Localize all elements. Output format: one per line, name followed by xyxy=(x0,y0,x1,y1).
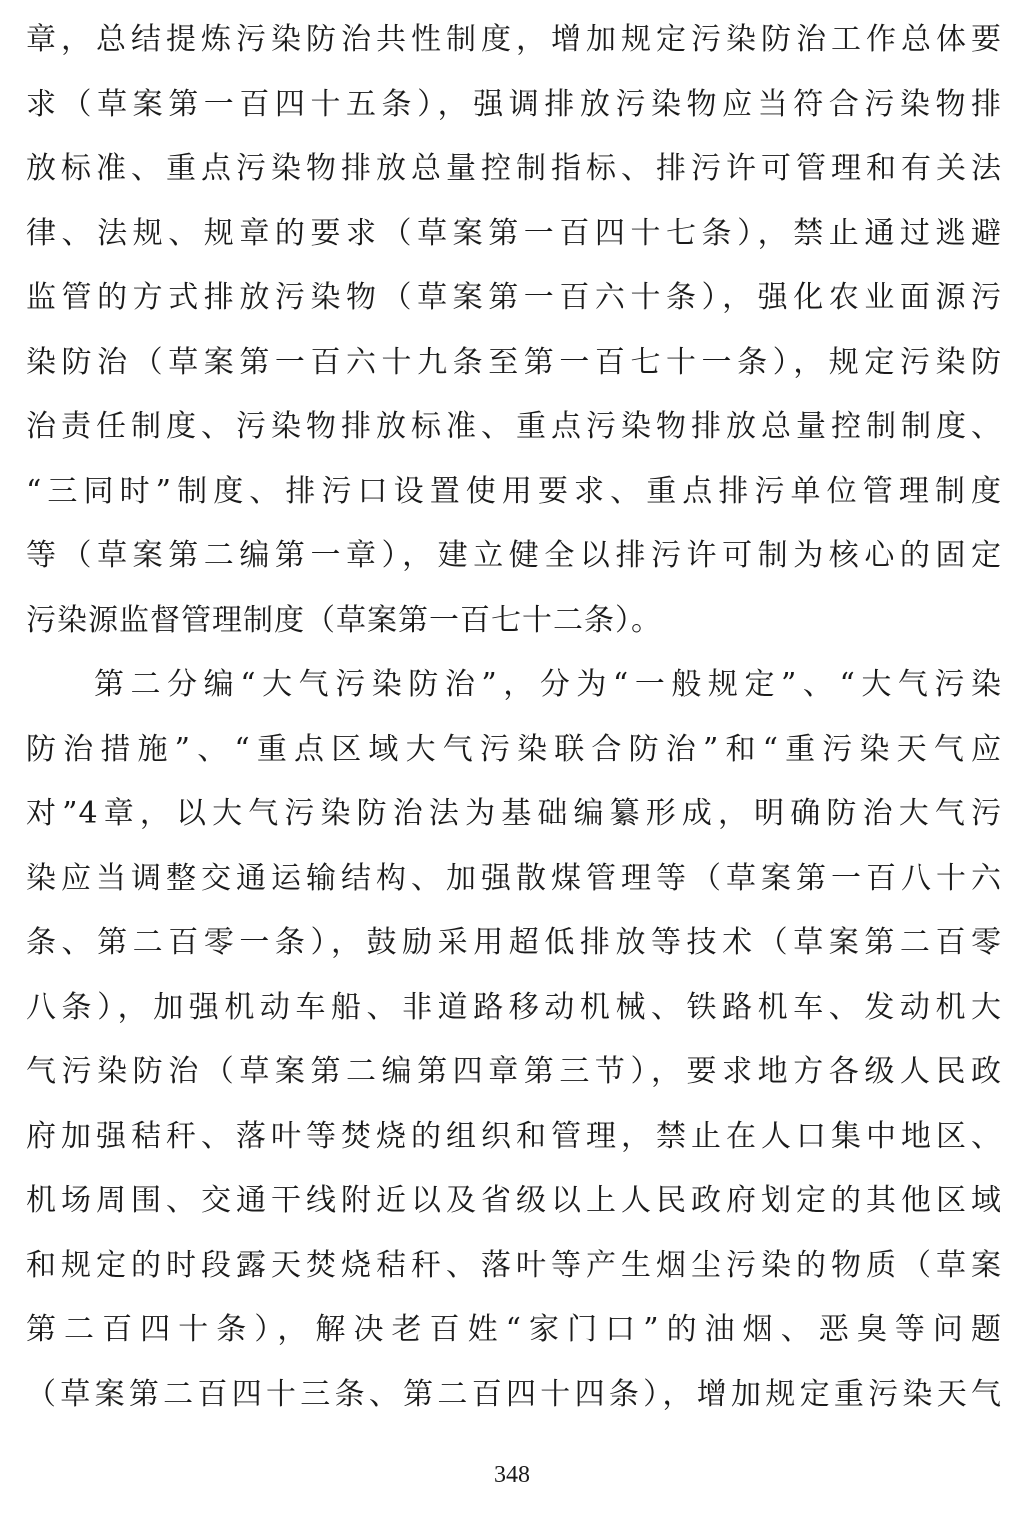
paragraph-start-line: 第二分编“大气污染防治”，分为“一般规定”、“大气污染 xyxy=(94,667,1002,702)
text-line: 求（草案第一百四十五条），强调排放污染物应当符合污染物排 xyxy=(26,86,1002,122)
text-line: 气污染防治（草案第二编第四章第三节），要求地方各级人民政 xyxy=(26,1054,1002,1089)
text-line: 府加强秸秆、落叶等焚烧的组织和管理，禁止在人口集中地区、 xyxy=(26,1118,1002,1154)
text-line: 和规定的时段露天焚烧秸秆、落叶等产生烟尘污染的物质（草案 xyxy=(26,1247,1002,1283)
text-line: 八条），加强机动车船、非道路移动机械、铁路机车、发动机大 xyxy=(26,989,1002,1025)
text-line: “三同时”制度、排污口设置使用要求、重点排污单位管理制度 xyxy=(26,473,1002,509)
text-line: 染应当调整交通运输结构、加强散煤管理等（草案第一百八十六 xyxy=(26,860,1002,896)
text-line: （草案第二百四十三条、第二百四十四条），增加规定重污染天气 xyxy=(26,1376,1002,1412)
text-line: 等（草案第二编第一章），建立健全以排污许可制为核心的固定 xyxy=(26,538,1002,573)
text-line: 对”4章，以大气污染防治法为基础编纂形成，明确防治大气污 xyxy=(26,796,1002,831)
text-line: 章，总结提炼污染防治共性制度，增加规定污染防治工作总体要 xyxy=(26,22,1002,57)
page-number: 348 xyxy=(494,1462,530,1488)
text-line: 条、第二百零一条），鼓励采用超低排放等技术（草案第二百零 xyxy=(26,925,1002,960)
text-line: 治责任制度、污染物排放标准、重点污染物排放总量控制制度、 xyxy=(26,409,1002,444)
text-line: 监管的方式排放污染物（草案第一百六十条），强化农业面源污 xyxy=(26,280,1002,315)
text-line: 机场周围、交通干线附近以及省级以上人民政府划定的其他区域 xyxy=(26,1183,1002,1218)
text-line: 放标准、重点污染物排放总量控制指标、排污许可管理和有关法 xyxy=(26,151,1002,186)
paragraph-end-line: 污染源监督管理制度（草案第一百七十二条）。 xyxy=(26,602,662,638)
body-text xyxy=(26,8,1002,1427)
text-line: 第二百四十条），解决老百姓“家门口”的油烟、恶臭等问题 xyxy=(26,1312,1002,1347)
text-line: 染防治（草案第一百六十九条至第一百七十一条），规定污染防 xyxy=(26,344,1002,380)
text-line: 律、法规、规章的要求（草案第一百四十七条），禁止通过逃避 xyxy=(26,215,1002,251)
text-line: 防治措施”、“重点区域大气污染联合防治”和“重污染天气应 xyxy=(26,731,1002,767)
